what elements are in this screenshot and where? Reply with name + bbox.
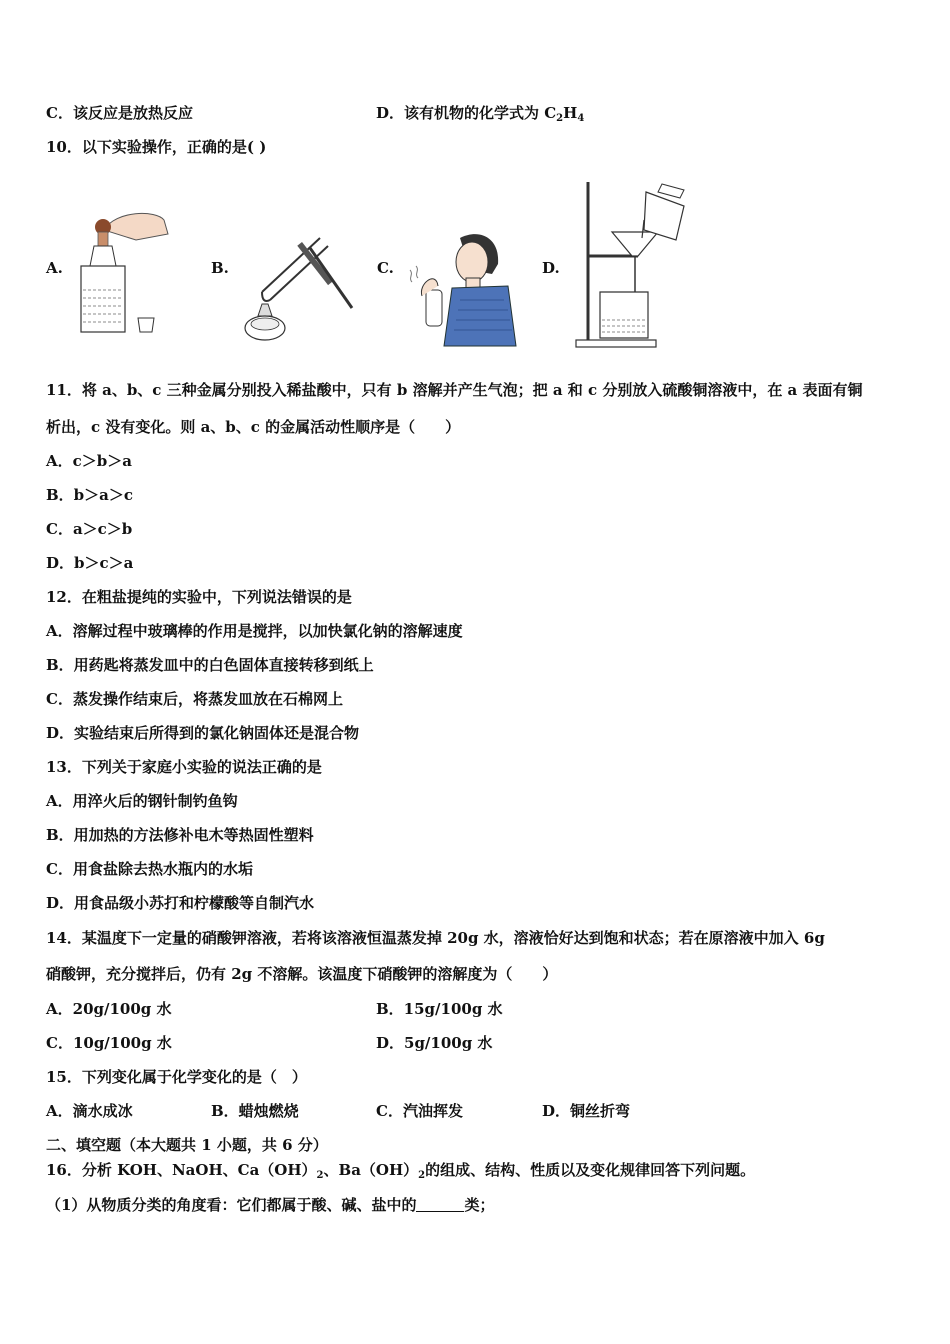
section2-title: 二、填空题（本大题共 1 小题，共 6 分） — [46, 1136, 328, 1154]
q10-figure-a-icon — [76, 200, 176, 340]
q10-label-a: A. — [46, 259, 63, 277]
q12-stem: 12．在粗盐提纯的实验中，下列说法错误的是 — [46, 588, 352, 606]
q14-stem-line1: 14．某温度下一定量的硝酸钾溶液，若将该溶液恒温蒸发掉 20g 水，溶液恰好达到饱和状态；若在原溶液中加入 6g — [46, 929, 825, 947]
q11-option-d: D．b＞c＞a — [46, 554, 134, 572]
q16-sub1-suffix: 类； — [464, 1196, 495, 1214]
q14-option-b: B．15g/100g 水 — [376, 1000, 503, 1018]
q11-option-c: C．a＞c＞b — [46, 520, 133, 538]
q14-option-c: C．10g/100g 水 — [46, 1034, 172, 1052]
q16-stem — [46, 1160, 755, 1186]
q9-option-d-sub1: 2 — [556, 113, 564, 124]
q15-option-d: D．铜丝折弯 — [542, 1102, 631, 1120]
q16-stem-part2: 、Ba（OH） — [323, 1161, 419, 1179]
q16-answer-blank[interactable] — [416, 1197, 464, 1212]
q9-option-c: C．该反应是放热反应 — [46, 104, 193, 122]
q10-figure-c-icon — [400, 230, 525, 348]
q12-option-d: D．实验结束后所得到的氯化钠固体还是混合物 — [46, 724, 360, 742]
q14-option-d: D．5g/100g 水 — [376, 1034, 493, 1052]
q10-stem: 10．以下实验操作，正确的是( ) — [46, 138, 267, 156]
q9-option-d — [376, 103, 584, 129]
q15-option-a: A．滴水成冰 — [46, 1102, 133, 1120]
q12-option-c: C．蒸发操作结束后，将蒸发皿放在石棉网上 — [46, 690, 343, 708]
q9-option-d-mid: H — [563, 104, 578, 122]
q13-option-a: A．用淬火后的钢针制钓鱼钩 — [46, 792, 238, 810]
q11-option-a: A．c＞b＞a — [46, 452, 132, 470]
q10-label-c: C. — [377, 259, 394, 277]
q15-option-c: C．汽油挥发 — [376, 1102, 463, 1120]
q10-figure-d-icon — [572, 180, 697, 350]
q9-option-d-sub2: 4 — [577, 113, 585, 124]
q9-option-d-prefix: D．该有机物的化学式为 C — [376, 104, 557, 122]
q16-sub1-prefix: （1）从物质分类的角度看：它们都属于酸、碱、盐中的 — [46, 1196, 417, 1214]
q16-subquestion-1 — [46, 1195, 494, 1215]
q16-stem-part1: 16．分析 KOH、NaOH、Ca（OH） — [46, 1161, 317, 1179]
q13-option-d: D．用食品级小苏打和柠檬酸等自制汽水 — [46, 894, 315, 912]
q10-label-d: D. — [542, 259, 560, 277]
q11-stem-line2: 析出，c 没有变化。则 a、b、c 的金属活动性顺序是（ ） — [46, 418, 461, 436]
q14-option-a: A．20g/100g 水 — [46, 1000, 172, 1018]
q11-option-b: B．b＞a＞c — [46, 486, 134, 504]
q12-option-a: A．溶解过程中玻璃棒的作用是搅拌，以加快氯化钠的溶解速度 — [46, 622, 463, 640]
q10-label-b: B. — [211, 259, 229, 277]
q13-option-c: C．用食盐除去热水瓶内的水垢 — [46, 860, 253, 878]
q15-option-b: B．蜡烛燃烧 — [211, 1102, 299, 1120]
q16-stem-part3: 的组成、结构、性质以及变化规律回答下列问题。 — [425, 1161, 756, 1179]
q16-stem-sub2: 2 — [418, 1170, 426, 1181]
q13-stem: 13．下列关于家庭小实验的说法正确的是 — [46, 758, 322, 776]
q13-option-b: B．用加热的方法修补电木等热固性塑料 — [46, 826, 314, 844]
q14-stem-line2: 硝酸钾，充分搅拌后，仍有 2g 不溶解。该温度下硝酸钾的溶解度为（ ） — [46, 965, 558, 983]
q16-stem-sub1: 2 — [316, 1170, 324, 1181]
q10-figure-b-icon — [240, 230, 360, 345]
q11-stem-line1: 11．将 a、b、c 三种金属分别投入稀盐酸中，只有 b 溶解并产生气泡；把 a 和 c 分别放入硫酸铜溶液中，在 a 表面有铜 — [46, 381, 863, 399]
q12-option-b: B．用药匙将蒸发皿中的白色固体直接转移到纸上 — [46, 656, 374, 674]
q15-stem: 15．下列变化属于化学变化的是（ ） — [46, 1068, 307, 1086]
